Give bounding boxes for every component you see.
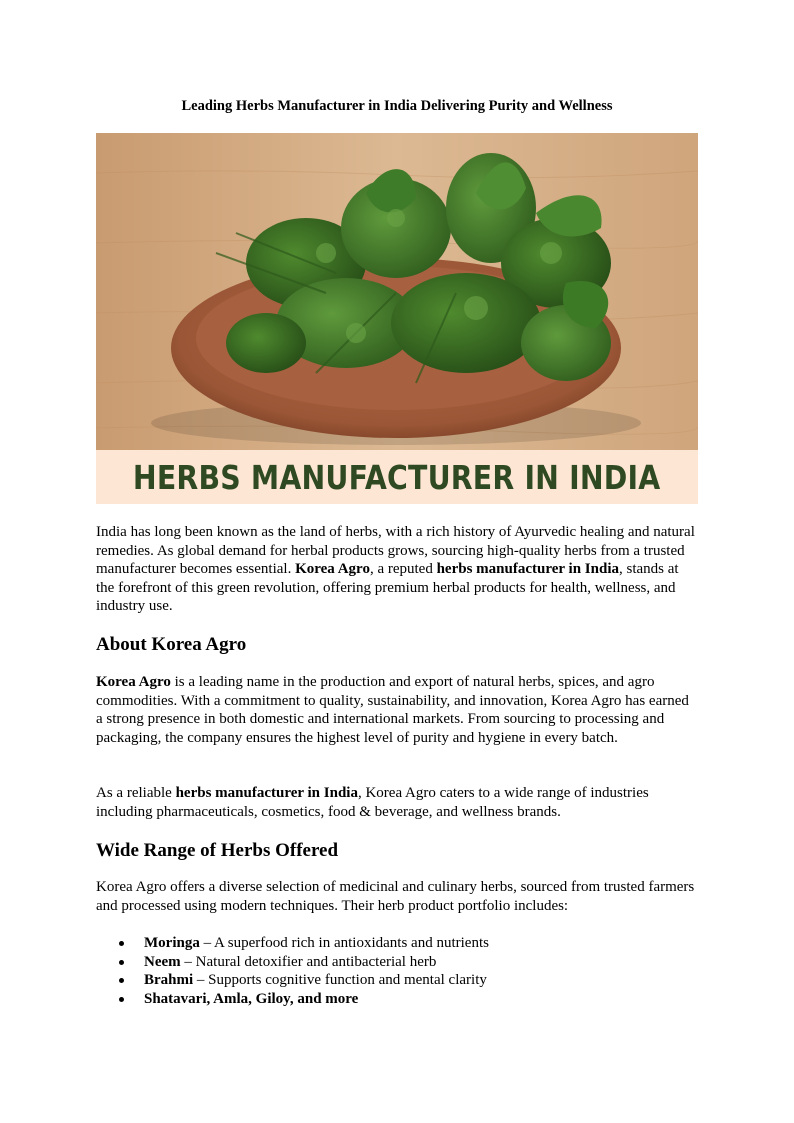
intro-text-1: India has long been known as the land of herbs, with a rich history of Ayurvedic healing and natural remedies. As global demand for herbal products grows, sourcing high-quality herbs from a trusted manufacturer becomes essential. bbox=[96, 524, 695, 578]
about-bold: Korea Agro bbox=[96, 674, 171, 690]
bullet-icon bbox=[119, 941, 124, 946]
about-text: is a leading name in the production and export of natural herbs, spices, and agro commodities. With a commitment to quality, sustainability, and innovation, Korea Agro has earned a strong presence in both domestic and international markets. From sourcing to processing and packaging, the company ensures the highest level of purity and hygiene in every batch. bbox=[96, 674, 689, 746]
intro-bold-2: herbs manufacturer in India bbox=[436, 561, 619, 578]
herb-desc: – Supports cognitive function and mental clarity bbox=[193, 972, 487, 989]
herb-desc: – Natural detoxifier and antibacterial herb bbox=[180, 953, 437, 970]
about-p2-text-2: , Korea Agro caters to a wide range of industries including pharmaceuticals, cosmetics, food & beverage, and wellness brands. bbox=[96, 785, 649, 820]
herb-name: Brahmi bbox=[144, 972, 194, 989]
herbs-plate-photo bbox=[96, 133, 698, 450]
herb-list bbox=[96, 934, 698, 1008]
about-paragraph-2 bbox=[96, 784, 698, 821]
document-title: Leading Herbs Manufacturer in India Delivering Purity and Wellness bbox=[181, 98, 613, 114]
list-item bbox=[96, 934, 698, 953]
bullet-icon bbox=[119, 978, 124, 983]
about-paragraph-1 bbox=[96, 673, 698, 747]
intro-bold-1: Korea Agro bbox=[295, 561, 370, 578]
intro-text-3: , stands at the forefront of this green revolution, offering premium herbal products for health, wellness, and industry use. bbox=[96, 561, 679, 615]
intro-text-2: , a reputed bbox=[369, 561, 437, 578]
herb-name: Moringa bbox=[144, 935, 200, 951]
hero-image bbox=[96, 133, 698, 504]
range-heading: Wide Range of Herbs Offered bbox=[96, 840, 339, 861]
hero-banner-text: HERBS MANUFACTURER IN INDIA bbox=[133, 457, 661, 497]
herb-name: Shatavari, Amla, Giloy, and more bbox=[144, 990, 359, 1007]
list-item bbox=[96, 953, 698, 972]
range-intro: Korea Agro offers a diverse selection of medicinal and culinary herbs, sourced from trusted farmers and processed using modern techniques. Their herb product portfolio includes: bbox=[96, 879, 695, 914]
about-heading: About Korea Agro bbox=[96, 634, 247, 655]
list-item bbox=[96, 990, 698, 1009]
bullet-icon bbox=[119, 997, 124, 1002]
herb-name: Neem bbox=[144, 953, 181, 970]
hero-banner bbox=[96, 450, 698, 504]
intro-paragraph bbox=[96, 523, 698, 616]
herb-desc: – A superfood rich in antioxidants and nutrients bbox=[199, 935, 489, 951]
about-p2-text-1: As a reliable bbox=[96, 785, 176, 801]
list-item bbox=[96, 971, 698, 990]
about-p2-bold: herbs manufacturer in India bbox=[175, 785, 358, 801]
bullet-icon bbox=[119, 960, 124, 965]
